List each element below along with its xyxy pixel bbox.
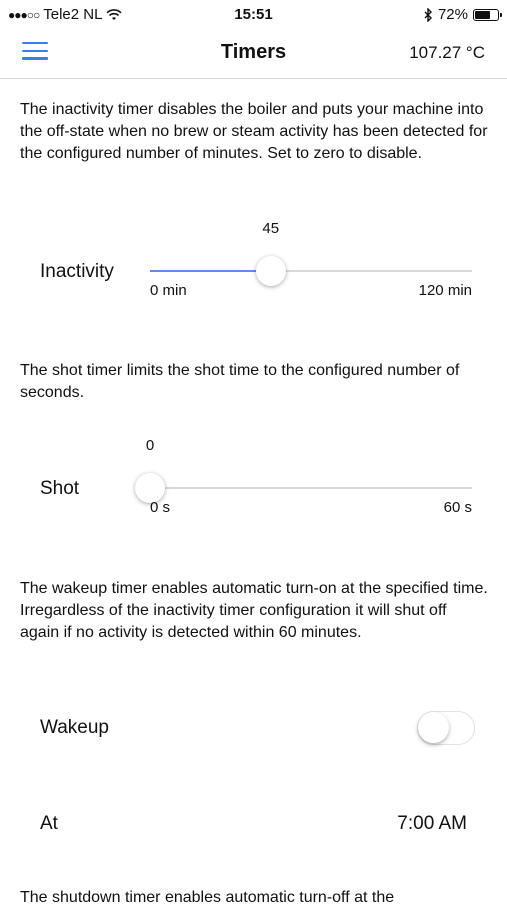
- slider-track: [150, 487, 472, 489]
- shot-slider[interactable]: [145, 437, 472, 516]
- status-time: 15:51: [234, 6, 273, 23]
- signal-strength-icon: ●●●○○: [8, 7, 40, 22]
- shot-description: The shot timer limits the shot time to the configured number of seconds.: [20, 362, 460, 401]
- slider-thumb[interactable]: [256, 256, 286, 286]
- slider-max-label: 120 min: [418, 282, 472, 299]
- wakeup-time-value[interactable]: 7:00 AM: [397, 813, 467, 834]
- slider-min-label: 0 s: [150, 499, 171, 516]
- inactivity-label: Inactivity: [40, 261, 114, 282]
- battery-percent: 72%: [437, 6, 468, 23]
- status-bar: [0, 0, 507, 30]
- wakeup-toggle[interactable]: [417, 711, 475, 745]
- wakeup-label: Wakeup: [40, 717, 109, 738]
- status-right: [424, 6, 499, 23]
- shot-label: Shot: [40, 478, 80, 499]
- bluetooth-icon: [424, 8, 433, 22]
- battery-icon: [473, 9, 499, 21]
- navigation-bar: [0, 30, 507, 79]
- wakeup-time-label: At: [40, 813, 58, 834]
- slider-value: 45: [262, 220, 280, 237]
- battery-fill: [475, 11, 490, 19]
- toggle-knob: [418, 712, 449, 743]
- page-title: Timers: [220, 41, 287, 63]
- wakeup-description: The wakeup timer enables automatic turn-on at the specified time. Irregardless of the inactivity timer configuration it will shut off again if no activity is detected within 60 minutes.: [20, 580, 488, 641]
- inactivity-description: The inactivity timer disables the boiler and puts your machine into the off-state when no brew or steam activity has been detected for the configured number of minutes. Set to zero to disable.: [20, 101, 488, 162]
- inactivity-slider[interactable]: [150, 220, 472, 299]
- carrier-name: Tele2 NL: [43, 6, 103, 23]
- slider-value: 0: [145, 437, 155, 454]
- slider-fill: [150, 270, 271, 272]
- shutdown-description: The shutdown timer enables automatic turn-off at the: [20, 889, 395, 906]
- slider-min-label: 0 min: [150, 282, 187, 299]
- temperature-readout: 107.27 °C: [409, 43, 485, 62]
- slider-max-label: 60 s: [443, 499, 472, 516]
